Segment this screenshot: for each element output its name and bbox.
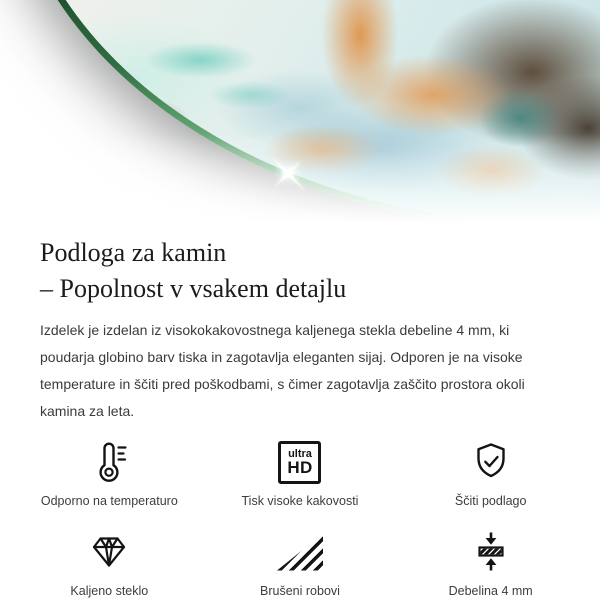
product-info-section [0,235,600,425]
thermometer-icon [85,438,133,486]
feature-print-quality [205,438,396,508]
polished-edges-stripes [277,534,323,571]
product-description: Izdelek je izdelan iz visokokakovostnega kaljenega stekla debeline 4 mm, ki poudarja globino barv tiska in zagotavlja eleganten sijaj. Odporen je na visoke temperature in ščiti pred poškodbami, s čimer zagotavlja zaščito prostora okoli kamina za leta. [40,322,525,419]
feature-polished-edges [205,528,396,598]
feature-label: Tisk visoke kakovosti [241,494,359,508]
polished-edges-icon [277,528,323,576]
thickness-icon [467,528,515,576]
feature-thickness [395,528,586,598]
feature-label: Brušeni robovi [260,584,340,598]
feature-label: Ščiti podlago [454,494,527,508]
page-title-line2: – Popolnost v vsakem detajlu [40,274,347,303]
ultra-hd-text-bottom: HD [287,457,313,477]
feature-temperature-resistant [14,438,205,508]
ultra-hd-icon [278,438,321,486]
diamond-icon [85,528,133,576]
feature-label: Odporno na temperaturo [40,494,178,508]
sparkle-highlight-icon [260,145,316,201]
ultra-hd-text-top: ultra [288,447,312,460]
feature-tempered-glass [14,528,205,598]
product-hero-image [0,0,600,230]
feature-grid [0,438,600,598]
ultra-hd-badge [278,441,321,484]
page-title [40,235,560,307]
shield-check-icon [467,438,515,486]
feature-protects-surface [395,438,586,508]
page-title-line1: Podloga za kamin [40,238,227,267]
feature-label: Kaljeno steklo [70,584,149,598]
feature-label: Debelina 4 mm [448,584,533,598]
